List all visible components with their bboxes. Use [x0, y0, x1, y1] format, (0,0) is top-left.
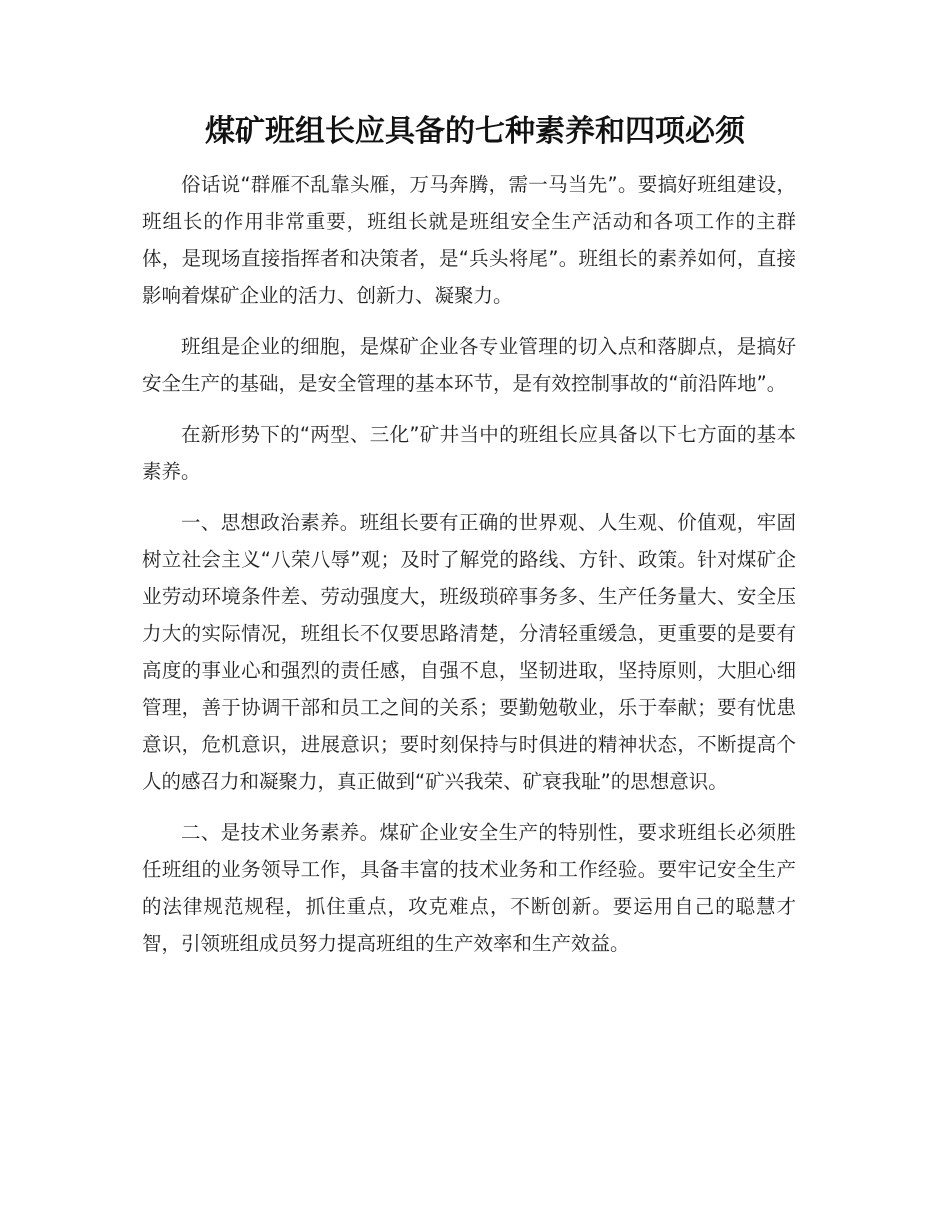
- paragraph-technical-quality: 二、是技术业务素养。煤矿企业安全生产的特别性，要求班组长必须胜任班组的业务领导工作，具备丰富的技术业务和工作经验。要牢记安全生产的法律规范规程，抓住重点，攻克难点，不断创新。要运用自己的聪慧才智，引领班组成员努力提高班组的生产效率和生产效益。: [142, 821, 796, 955]
- paragraph-team-role: 班组是企业的细胞，是煤矿企业各专业管理的切入点和落脚点，是搞好安全生产的基础，是安全管理的基本环节，是有效控制事故的“前沿阵地”。: [142, 335, 796, 395]
- document-title: 煤矿班组长应具备的七种素养和四项必须: [205, 114, 745, 149]
- paragraph-intro: 俗话说“群雁不乱靠头雁，万马奔腾，需一马当先”。要搞好班组建设，班组长的作用非常重要，班组长就是班组安全生产活动和各项工作的主群体，是现场直接指挥者和决策者，是“兵头将尾”。班组长的素养如何，直接影响着煤矿企业的活力、创新力、凝聚力。: [142, 173, 796, 307]
- document-body: [142, 166, 796, 976]
- paragraph-seven-qualities: 在新形势下的“两型、三化”矿井当中的班组长应具备以下七方面的基本素养。: [142, 423, 796, 483]
- paragraph-political-quality: 一、思想政治素养。班组长要有正确的世界观、人生观、价值观，牢固树立社会主义“八荣八辱”观；及时了解党的路线、方针、政策。针对煤矿企业劳动环境条件差、劳动强度大，班级琐碎事务多、生产任务量大、安全压力大的实际情况，班组长不仅要思路清楚，分清轻重缓急，更重要的是要有高度的事业心和强烈的责任感，自强不息，坚韧进取，坚持原则，大胆心细管理，善于协调干部和员工之间的关系；要勤勉敬业，乐于奉献；要有忧患意识，危机意识，进展意识；要时刻保持与时俱进的精神状态，不断提高个人的感召力和凝聚力，真正做到“矿兴我荣、矿衰我耻”的思想意识。: [142, 511, 796, 793]
